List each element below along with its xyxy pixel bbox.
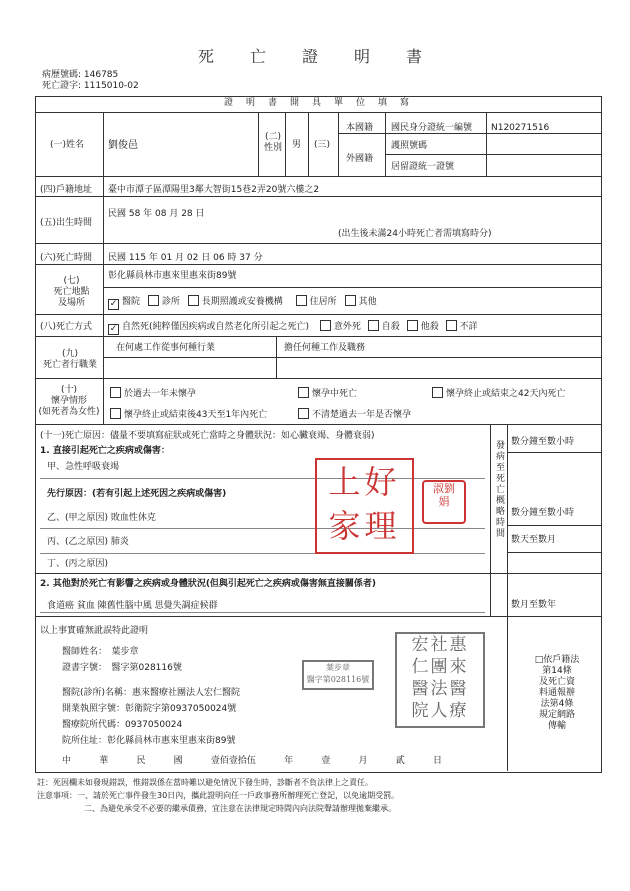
id-number-value: N120271516 [491, 123, 550, 133]
checkbox-43-days-to-1-year[interactable] [110, 408, 121, 419]
online-transmission-note: □依戶籍法 第14條 及死亡資 料通報辦 法第4條 規定網路 傳輸 [534, 655, 580, 731]
small-red-seal: 淑劉 娟 [422, 480, 466, 524]
name-value: 劉俊邑 [108, 140, 138, 151]
checkbox-hospital[interactable]: ✓ [109, 299, 118, 309]
hospital-permit: 開業執照字號：彰衛院字第0937050024號 [62, 704, 237, 714]
death-time-value: 民國 115 年 01 月 02 日 06 時 37 分 [108, 253, 263, 263]
checkbox-other-place[interactable] [345, 295, 356, 306]
cause-other-conditions: 食道癌 貧血 陳舊性腦中風 思覺失調症候群 [47, 601, 218, 611]
interval-b: 數分鐘至數小時 [511, 508, 575, 518]
occupation-industry-header: 在何處工作從事何種行業 [116, 343, 216, 353]
document-title: 死 亡 證 明 書 [197, 47, 432, 66]
birth-note: (出生後未滿24小時死亡者需填寫時分) [338, 229, 492, 239]
checkbox-suicide[interactable] [368, 320, 379, 331]
id-number-label: 國民身分證統一編號 [391, 123, 473, 133]
death-place-label: (七) 死亡地點 及場所 [53, 276, 90, 308]
checkbox-homicide[interactable] [407, 320, 418, 331]
hospital-code: 醫療院所代碼：0937050024 [62, 720, 183, 730]
footer-notice-two: 二、為避免承受不必要的繼承債務，宜注意在法律規定時間內向法院聲請辦理拋棄繼承。 [84, 804, 396, 813]
interval-d: 數月至數年 [511, 600, 557, 610]
checkbox-pregnancy-unknown[interactable] [298, 408, 309, 419]
cause-b: 乙、(甲之原因) 敗血性休克 [47, 513, 156, 523]
cause-part-one: 1. 直接引起死亡之疾病或傷害： [40, 446, 170, 456]
foreign-nationality-label: 外國籍 [346, 154, 374, 164]
local-nationality-label: 本國籍 [346, 123, 374, 133]
checkbox-care-facility[interactable] [188, 295, 199, 306]
occupation-label: (九) 死亡者行職業 [42, 349, 97, 370]
hospital-address: 院所住址：彰化縣員林市惠來里惠來街89號 [62, 736, 236, 746]
gender-value: 男 [292, 140, 302, 150]
item-three-label: (三) [314, 140, 331, 150]
resident-id-label: 居留證統一證號 [391, 162, 455, 172]
cause-d: 丁、(丙之原因) [47, 559, 109, 569]
address-label: (四)戶籍地址 [40, 185, 93, 195]
doctor-stamp: 葉步章 醫字第028116號 [302, 660, 374, 690]
cause-part-two: 2. 其他對於死亡有影響之疾病或身體狀況(但與引起死亡之疾病或傷害無直接關係者) [40, 579, 377, 589]
footer-notice-one: 注意事項：一、請於死亡事件發生30日內，攜此證明向任一戶政事務所辦理死亡登記，以免逾期受罰。 [37, 791, 400, 800]
checkbox-within-42-days[interactable] [432, 387, 443, 398]
physician-seal-red: 上好 家理 [315, 458, 414, 554]
birth-label: (五)出生時間 [40, 218, 93, 228]
checkbox-died-pregnant[interactable] [298, 387, 309, 398]
checkbox-unknown[interactable] [446, 320, 457, 331]
manner-options: ✓ 自然死(純粹僅因疾病或自然老化所引起之死亡) 意外死 自殺 他殺 不詳 [109, 322, 478, 334]
interval-header: 發病至死亡概略時間 [494, 440, 504, 539]
doctor-name: 醫師姓名： 葉步章 [62, 647, 139, 657]
pregnancy-label: (十) 懷孕情形 (如死者為女性) [38, 385, 100, 417]
checkbox-accident[interactable] [320, 320, 331, 331]
manner-label: (八)死亡方式 [40, 322, 93, 332]
cause-a: 甲、急性呼吸衰竭 [47, 462, 120, 472]
birth-value: 民國 58 年 08 月 28 日 [108, 209, 205, 219]
checkbox-clinic[interactable] [148, 295, 159, 306]
death-time-label: (六)死亡時間 [40, 253, 93, 263]
gender-label: (二) 性別 [264, 132, 283, 153]
cause-antecedent-heading: 先行原因：(若有引起上述死因之疾病或傷害) [47, 489, 227, 499]
passport-label: 護照號碼 [391, 141, 428, 151]
interval-a: 數分鐘至數小時 [511, 437, 575, 447]
death-place-address: 彰化縣員林市惠來里惠來街89號 [108, 271, 237, 281]
occupation-position-header: 擔任何種工作及職務 [284, 343, 366, 353]
certificate-number: 死亡證字: 1115010-02 [42, 81, 139, 91]
issue-date: 中 華 民 國 壹佰壹拾伍 年 壹 月 貳 日 [62, 756, 442, 766]
doctor-license: 證書字號： 醫字第028116號 [62, 663, 182, 673]
checkbox-not-pregnant[interactable] [110, 387, 121, 398]
hospital-name: 醫院(診所)名稱：惠來醫療社團法人宏仁醫院 [62, 688, 241, 698]
cause-c: 丙、(乙之原因) 肺炎 [47, 537, 129, 547]
certify-statement: 以上事實確無訛誤特此證明 [40, 626, 149, 636]
death-place-options: ✓ 醫院 診所 長期照護或安養機構 住居所 其他 [109, 297, 377, 309]
checkbox-natural[interactable]: ✓ [109, 324, 118, 334]
form-header: 證 明 書 開 具 單 位 填 寫 [223, 98, 411, 108]
hospital-seal: 宏社惠 仁團來 醫法醫 院人療 [395, 632, 485, 728]
checkbox-residence[interactable] [296, 295, 307, 306]
address-value: 臺中市潭子區潭陽里3鄰大智街15巷2弄20號六樓之2 [108, 185, 320, 195]
interval-c: 數天至數月 [511, 535, 557, 545]
cause-heading: (十一)死亡原因：儘量不要填寫症狀或死亡當時之身體狀況：如心臟衰竭、身體衰弱) [40, 431, 375, 441]
record-number: 病歷號碼: 146785 [42, 70, 119, 80]
footer-disclaimer: 註：死因欄未如發現錯誤，惟錯誤係在當時難以避免情況下發生時，診斷者不負法律上之責任。 [37, 778, 373, 787]
name-label: (一)姓名 [50, 140, 85, 150]
